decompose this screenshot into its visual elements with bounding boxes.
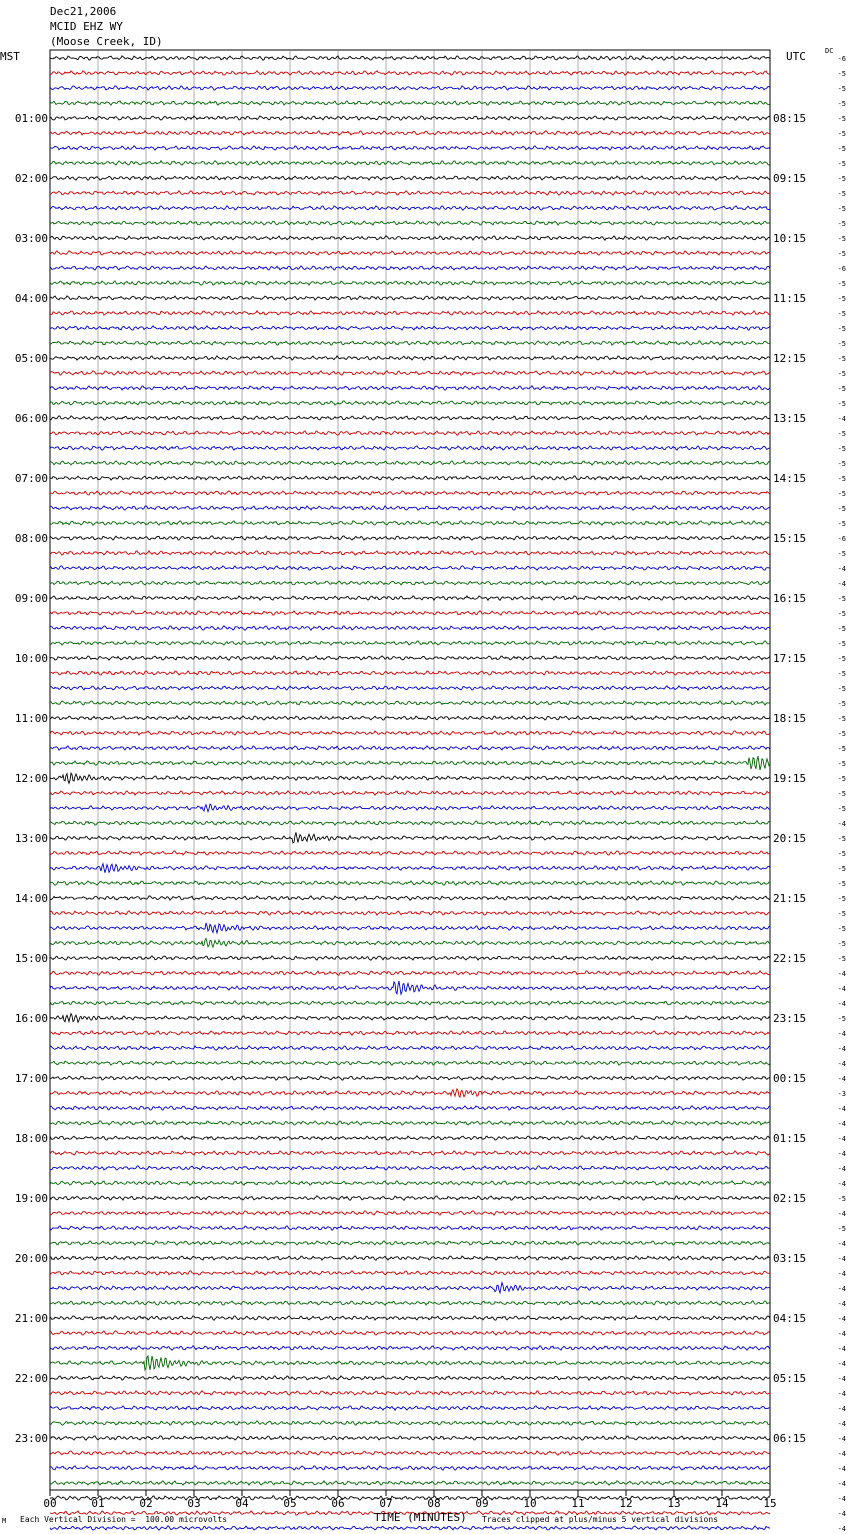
trace-line: [50, 296, 770, 300]
trace-line: [50, 596, 770, 600]
left-hour-label: 08:00: [14, 532, 48, 545]
dc-offset-label: -5: [837, 310, 846, 318]
right-hour-label: 14:15: [773, 472, 807, 485]
trace-line: [50, 1406, 770, 1410]
dc-offset-label: -5: [837, 595, 846, 603]
trace-line: [50, 1106, 770, 1110]
dc-offset-label: -5: [837, 145, 846, 153]
trace-line: [50, 756, 770, 770]
trace-line: [50, 101, 770, 105]
dc-offset-label: -5: [837, 955, 846, 963]
dc-offset-label: -5: [837, 235, 846, 243]
dc-offset-label: -5: [837, 190, 846, 198]
dc-offset-label: -5: [837, 760, 846, 768]
dc-offset-label: -4: [837, 985, 846, 993]
trace-line: [50, 371, 770, 376]
dc-offset-label: -5: [837, 685, 846, 693]
dc-offset-label: -5: [837, 910, 846, 918]
right-hour-label: 00:15: [773, 1072, 807, 1085]
trace-line: [50, 1121, 770, 1125]
dc-offset-label: -5: [837, 730, 846, 738]
trace-line: [50, 521, 770, 525]
traces: [50, 56, 770, 1534]
x-tick-label: 05: [283, 1497, 297, 1510]
trace-line: [50, 1346, 770, 1351]
trace-line: [50, 1496, 770, 1500]
dc-offset-label: -5: [837, 625, 846, 633]
trace-line: [50, 56, 770, 60]
trace-line: [50, 1421, 770, 1425]
trace-line: [50, 701, 770, 705]
left-hour-label: 01:00: [14, 112, 48, 125]
dc-offset-label: -5: [837, 640, 846, 648]
trace-line: [50, 1031, 770, 1036]
dc-offset-label: -5: [837, 295, 846, 303]
trace-line: [50, 221, 770, 225]
right-hour-label: 08:15: [773, 112, 807, 125]
dc-offset-label: -5: [837, 790, 846, 798]
dc-offset-labels: [838, 55, 846, 1534]
left-hour-label: 11:00: [14, 712, 48, 725]
dc-offset-label: -5: [837, 175, 846, 183]
x-tick-label: 09: [475, 1497, 489, 1510]
trace-line: [50, 864, 770, 873]
scale-note: Each Vertical Division = 100.00 microvolts: [20, 1515, 228, 1524]
left-hour-label: 09:00: [14, 592, 48, 605]
trace-line: [50, 176, 770, 180]
trace-line: [50, 71, 770, 75]
dc-offset-label: -4: [837, 1135, 846, 1143]
trace-line: [50, 851, 770, 855]
right-hour-labels: [773, 112, 806, 1445]
x-tick-label: 01: [91, 1497, 105, 1510]
dc-offset-label: -4: [837, 1510, 846, 1518]
trace-line: [50, 1526, 770, 1530]
left-hour-label: 23:00: [14, 1432, 48, 1445]
dc-offset-label: -4: [837, 1210, 846, 1218]
right-hour-label: 06:15: [773, 1432, 807, 1445]
trace-line: [50, 656, 770, 660]
dc-offset-label: -5: [837, 355, 846, 363]
dc-offset-label: -4: [837, 820, 846, 828]
left-hour-label: 15:00: [14, 952, 48, 965]
trace-line: [50, 461, 770, 465]
dc-offset-label: -5: [837, 550, 846, 558]
trace-line: [50, 1283, 770, 1293]
trace-line: [50, 716, 770, 720]
x-tick-label: 13: [667, 1497, 681, 1510]
trace-line: [50, 86, 770, 90]
trace-line: [50, 1436, 770, 1440]
trace-line: [50, 1151, 770, 1155]
dc-offset-label: -6: [837, 265, 846, 273]
trace-line: [50, 956, 770, 960]
trace-line: [50, 1014, 770, 1023]
left-hour-label: 17:00: [14, 1072, 48, 1085]
trace-line: [50, 206, 770, 210]
dc-offset-label: -4: [837, 1165, 846, 1173]
trace-line: [50, 506, 770, 510]
trace-line: [50, 386, 770, 390]
dc-offset-label: -4: [837, 1405, 846, 1413]
dc-offset-label: -5: [837, 835, 846, 843]
right-hour-label: 04:15: [773, 1312, 807, 1325]
dc-offset-label: -4: [837, 1150, 846, 1158]
left-hour-label: 14:00: [14, 892, 48, 905]
trace-line: [50, 773, 770, 783]
left-hour-label: 06:00: [14, 412, 48, 425]
x-tick-label: 02: [139, 1497, 153, 1510]
dc-offset-label: -5: [837, 70, 846, 78]
dc-offset-label: -5: [837, 1195, 846, 1203]
trace-line: [50, 1226, 770, 1230]
clip-note: Traces clipped at plus/minus 5 vertical divisions: [482, 1515, 719, 1524]
dc-offset-label: -4: [837, 1240, 846, 1248]
right-timezone-label: UTC: [786, 50, 806, 63]
left-hour-label: 12:00: [14, 772, 48, 785]
trace-line: [50, 431, 770, 435]
right-hour-label: 03:15: [773, 1252, 807, 1265]
trace-line: [50, 1331, 770, 1336]
trace-line: [50, 161, 770, 165]
dc-offset-label: -4: [837, 580, 846, 588]
dc-offset-label: -5: [837, 700, 846, 708]
dc-offset-label: -4: [837, 1255, 846, 1263]
left-timezone-label: MST: [0, 50, 20, 63]
trace-line: [50, 971, 770, 975]
right-hour-label: 02:15: [773, 1192, 807, 1205]
left-hour-label: 21:00: [14, 1312, 48, 1325]
dc-offset-label: -4: [837, 1300, 846, 1308]
dc-offset-label: -5: [837, 670, 846, 678]
dc-offset-label: -4: [837, 1495, 846, 1503]
dc-offset-label: -5: [837, 445, 846, 453]
dc-offset-label: -4: [837, 1060, 846, 1068]
dc-offset-label: -4: [837, 1480, 846, 1488]
x-tick-label: 15: [763, 1497, 777, 1510]
left-hour-labels: [15, 112, 48, 1445]
dc-offset-label: -4: [837, 1075, 846, 1083]
dc-offset-label: -3: [837, 1090, 846, 1098]
trace-line: [50, 804, 770, 812]
x-tick-label: 00: [43, 1497, 57, 1510]
trace-line: [50, 671, 770, 675]
trace-line: [50, 1316, 770, 1321]
right-hour-label: 12:15: [773, 352, 807, 365]
trace-line: [50, 566, 770, 570]
trace-line: [50, 1196, 770, 1201]
trace-line: [50, 491, 770, 495]
left-hour-label: 03:00: [14, 232, 48, 245]
trace-line: [50, 416, 770, 420]
dc-offset-label: -4: [837, 1450, 846, 1458]
right-hour-label: 10:15: [773, 232, 807, 245]
dc-offset-label: -5: [837, 385, 846, 393]
dc-offset-label: -5: [837, 1225, 846, 1233]
trace-line: [50, 1391, 770, 1395]
trace-line: [50, 1451, 770, 1455]
dc-offset-label: -4: [837, 1270, 846, 1278]
trace-line: [50, 1076, 770, 1080]
trace-line: [50, 923, 770, 933]
dc-offset-label: -5: [837, 220, 846, 228]
dc-offset-label: -5: [837, 430, 846, 438]
dc-offset-label: -5: [837, 865, 846, 873]
trace-line: [50, 896, 770, 900]
trace-line: [50, 311, 770, 315]
dc-offset-label: -5: [837, 745, 846, 753]
right-hour-label: 20:15: [773, 832, 807, 845]
right-hour-label: 15:15: [773, 532, 807, 545]
dc-offset-label: -5: [837, 520, 846, 528]
left-hour-label: 20:00: [14, 1252, 48, 1265]
trace-line: [50, 146, 770, 150]
dc-offset-label: -5: [837, 205, 846, 213]
trace-line: [50, 1271, 770, 1275]
trace-line: [50, 1166, 770, 1170]
trace-line: [50, 1466, 770, 1470]
dc-offset-label: -5: [837, 280, 846, 288]
left-hour-label: 16:00: [14, 1012, 48, 1025]
dc-offset-label: -4: [837, 565, 846, 573]
x-tick-label: 03: [187, 1497, 201, 1510]
trace-line: [50, 938, 770, 947]
dc-offset-label: -5: [837, 490, 846, 498]
left-hour-label: 10:00: [14, 652, 48, 665]
trace-line: [50, 832, 770, 843]
dc-offset-label: -5: [837, 400, 846, 408]
dc-offset-label: -5: [837, 100, 846, 108]
trace-line: [50, 356, 770, 360]
x-tick-label: 11: [571, 1497, 585, 1510]
trace-line: [50, 131, 770, 135]
dc-offset-label: -5: [837, 160, 846, 168]
trace-line: [50, 791, 770, 795]
right-hour-label: 16:15: [773, 592, 807, 605]
trace-line: [50, 251, 770, 255]
trace-line: [50, 476, 770, 480]
trace-line: [50, 911, 770, 916]
trace-line: [50, 881, 770, 886]
left-hour-label: 13:00: [14, 832, 48, 845]
trace-line: [50, 1061, 770, 1065]
right-hour-label: 01:15: [773, 1132, 807, 1145]
x-tick-label: 06: [331, 1497, 345, 1510]
trace-line: [50, 446, 770, 450]
trace-line: [50, 1376, 770, 1380]
dc-offset-label: -4: [837, 1000, 846, 1008]
trace-line: [50, 116, 770, 120]
dc-offset-label: -5: [837, 370, 846, 378]
left-hour-label: 02:00: [14, 172, 48, 185]
trace-line: [50, 326, 770, 330]
trace-line: [50, 626, 770, 631]
x-tick-label: 10: [523, 1497, 537, 1510]
x-tick-label: 08: [427, 1497, 441, 1510]
trace-line: [50, 611, 770, 615]
dc-offset-label: -6: [837, 55, 846, 63]
dc-offset-label: -4: [837, 1525, 846, 1533]
left-hour-label: 07:00: [14, 472, 48, 485]
trace-line: [50, 746, 770, 750]
dc-offset-label: -5: [837, 1015, 846, 1023]
trace-line: [50, 981, 770, 994]
dc-offset-label: -5: [837, 130, 846, 138]
x-ticks: [43, 1490, 776, 1510]
right-hour-label: 18:15: [773, 712, 807, 725]
dc-offset-label: -4: [837, 1105, 846, 1113]
dc-offset-label: -5: [837, 460, 846, 468]
trace-line: [50, 581, 770, 585]
left-hour-label: 05:00: [14, 352, 48, 365]
date-label: Dec21,2006: [50, 5, 117, 18]
dc-offset-label: -5: [837, 115, 846, 123]
trace-line: [50, 1356, 770, 1370]
dc-offset-label: -5: [837, 475, 846, 483]
trace-line: [50, 1241, 770, 1245]
trace-line: [50, 1181, 770, 1185]
trace-line: [50, 266, 770, 270]
dc-offset-label: -5: [837, 850, 846, 858]
trace-line: [50, 686, 770, 690]
dc-offset-label: -5: [837, 895, 846, 903]
dc-offset-label: -5: [837, 610, 846, 618]
dc-offset-label: -4: [837, 415, 846, 423]
trace-line: [50, 1211, 770, 1215]
dc-offset-label: -5: [837, 655, 846, 663]
dc-label: DC: [825, 47, 834, 55]
left-hour-label: 18:00: [14, 1132, 48, 1145]
dc-offset-label: -5: [837, 925, 846, 933]
right-hour-label: 17:15: [773, 652, 807, 665]
x-axis-label: TIME (MINUTES): [374, 1511, 467, 1524]
dc-offset-label: -4: [837, 1285, 846, 1293]
x-tick-label: 07: [379, 1497, 393, 1510]
trace-line: [50, 1046, 770, 1050]
trace-line: [50, 236, 770, 240]
left-hour-label: 04:00: [14, 292, 48, 305]
right-hour-label: 09:15: [773, 172, 807, 185]
dc-offset-label: -4: [837, 1345, 846, 1353]
dc-offset-label: -6: [837, 535, 846, 543]
x-tick-label: 12: [619, 1497, 633, 1510]
right-hour-label: 22:15: [773, 952, 807, 965]
dc-offset-label: -5: [837, 505, 846, 513]
trace-line: [50, 191, 770, 195]
right-hour-label: 19:15: [773, 772, 807, 785]
right-hour-label: 11:15: [773, 292, 807, 305]
dc-offset-label: -4: [837, 970, 846, 978]
trace-line: [50, 731, 770, 735]
left-hour-label: 19:00: [14, 1192, 48, 1205]
footer-mark: M: [2, 1517, 7, 1525]
dc-offset-label: -5: [837, 805, 846, 813]
dc-offset-label: -4: [837, 1360, 846, 1368]
trace-line: [50, 281, 770, 285]
trace-line: [50, 1001, 770, 1005]
dc-offset-label: -4: [837, 1120, 846, 1128]
dc-offset-label: -5: [837, 775, 846, 783]
dc-offset-label: -4: [837, 1315, 846, 1323]
dc-offset-label: -4: [837, 1375, 846, 1383]
dc-offset-label: -5: [837, 85, 846, 93]
right-hour-label: 13:15: [773, 412, 807, 425]
dc-offset-label: -4: [837, 1465, 846, 1473]
trace-line: [50, 1089, 770, 1097]
trace-line: [50, 551, 770, 555]
dc-offset-label: -5: [837, 715, 846, 723]
right-hour-label: 21:15: [773, 892, 807, 905]
trace-line: [50, 341, 770, 345]
dc-offset-label: -4: [837, 1390, 846, 1398]
dc-offset-label: -5: [837, 940, 846, 948]
dc-offset-label: -5: [837, 340, 846, 348]
dc-offset-label: -4: [837, 1330, 846, 1338]
dc-offset-label: -5: [837, 880, 846, 888]
trace-line: [50, 1481, 770, 1485]
dc-offset-label: -4: [837, 1420, 846, 1428]
trace-line: [50, 641, 770, 645]
left-hour-label: 22:00: [14, 1372, 48, 1385]
trace-line: [50, 1301, 770, 1305]
dc-offset-label: -5: [837, 250, 846, 258]
x-tick-label: 04: [235, 1497, 249, 1510]
dc-offset-label: -4: [837, 1045, 846, 1053]
trace-line: [50, 536, 770, 540]
x-tick-label: 14: [715, 1497, 729, 1510]
trace-line: [50, 821, 770, 825]
dc-offset-label: -4: [837, 1030, 846, 1038]
trace-line: [50, 1256, 770, 1260]
location-label: (Moose Creek, ID): [50, 35, 163, 48]
right-hour-label: 23:15: [773, 1012, 807, 1025]
dc-offset-label: -4: [837, 1435, 846, 1443]
trace-line: [50, 401, 770, 405]
trace-line: [50, 1136, 770, 1141]
dc-offset-label: -5: [837, 325, 846, 333]
station-label: MCID EHZ WY: [50, 20, 123, 33]
dc-offset-label: -4: [837, 1180, 846, 1188]
right-hour-label: 05:15: [773, 1372, 807, 1385]
